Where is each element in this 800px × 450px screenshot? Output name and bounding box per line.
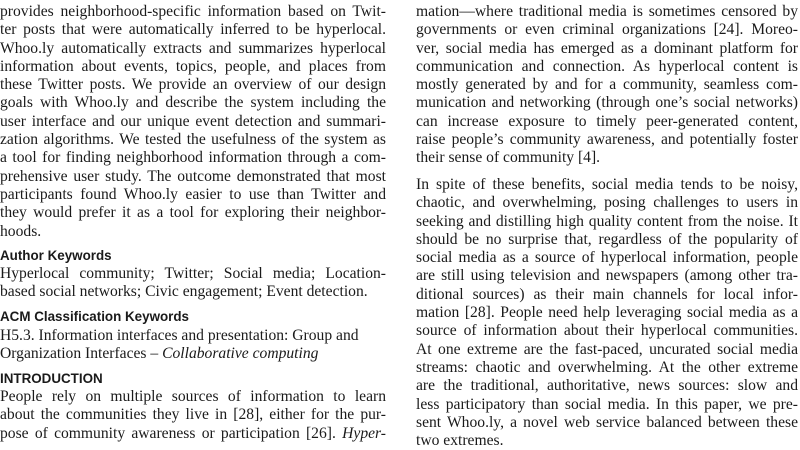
text-line: based social networks; Civic engagement; Event detection. bbox=[0, 283, 368, 301]
text-line: mation—where traditional media is sometimes censored by bbox=[416, 3, 798, 20]
text-line: raise people’s community awareness, and potentially foster bbox=[416, 131, 798, 149]
text-line: chaotic, and overwhelming, posing challenges to users in bbox=[416, 194, 798, 212]
text-line: two extremes. bbox=[416, 432, 504, 450]
text-line: they would prefer it as a tool for exploring their neighbor- bbox=[0, 204, 386, 222]
text-line: ter posts that were automatically inferred to be hyperlocal. bbox=[0, 21, 386, 39]
text-line: social media as a source of hyperlocal information, people bbox=[416, 249, 798, 267]
text-line: can increase exposure to timely peer-generated content, bbox=[416, 112, 798, 130]
author-keywords-heading: Author Keywords bbox=[0, 248, 112, 263]
text-line: should be no surprise that, regardless of the popularity of bbox=[416, 230, 798, 248]
paragraph-social-media-challenges bbox=[416, 176, 798, 450]
text-line: about the communities they live in [28], either for the pur- bbox=[0, 406, 386, 424]
acm-classification-text bbox=[0, 327, 386, 364]
text-line: ditional sources) as their main channels for local infor- bbox=[416, 285, 798, 303]
text-line: seeking and distilling high quality content from the noise. It bbox=[416, 212, 798, 230]
text-line: are still using television and newspapers (among other tra- bbox=[416, 267, 798, 285]
italic-text: Hyper- bbox=[342, 424, 386, 442]
text-line bbox=[0, 425, 386, 443]
text-line: communication and connection. As hyperlocal content is bbox=[416, 57, 798, 75]
text-line: Hyperlocal community; Twitter; Social media; Location- bbox=[0, 265, 386, 282]
introduction-paragraph bbox=[0, 388, 386, 443]
text-line: mostly generated by and for a community, seamless com- bbox=[416, 76, 798, 94]
text-line: their sense of community [4]. bbox=[416, 149, 601, 167]
text-line: At one extreme are the fast-paced, uncurated social media bbox=[416, 340, 798, 358]
text-line: a tool for finding neighborhood information through a com- bbox=[0, 149, 386, 167]
text-line: People rely on multiple sources of information to learn bbox=[0, 388, 386, 405]
author-keywords-text bbox=[0, 265, 386, 302]
text-line: mation [28]. People need help leveraging social media as a bbox=[416, 304, 798, 322]
text-line: participants found Whoo.ly easier to use than Twitter and bbox=[0, 185, 386, 203]
intro-lines bbox=[0, 388, 386, 425]
abstract-paragraph bbox=[0, 3, 386, 241]
text-line: source of information about their hyperlocal communities. bbox=[416, 322, 798, 340]
text-line: these Twitter posts. We provide an overview of our design bbox=[0, 76, 386, 94]
text-line: ver, social media has emerged as a dominant platform for bbox=[416, 39, 798, 57]
text-line: information about events, topics, people, and places from bbox=[0, 57, 386, 75]
text-line: munication and networking (through one’s social networks) bbox=[416, 94, 798, 112]
text-line: less participatory than social media. In this paper, we pre- bbox=[416, 395, 798, 413]
text-line: governments or even criminal organizations [24]. Moreo- bbox=[416, 21, 798, 39]
text-line: H5.3. Information interfaces and presentation: Group and bbox=[0, 327, 359, 344]
text-line: hoods. bbox=[0, 222, 42, 240]
text-line: user interface and our unique event detection and summari- bbox=[0, 112, 386, 130]
text-line: goals with Whoo.ly and describe the system including the bbox=[0, 94, 386, 112]
text-line: In spite of these benefits, social media tends to be noisy, bbox=[416, 176, 798, 193]
italic-text: Collaborative computing bbox=[162, 345, 319, 363]
paragraph-social-media-benefits bbox=[416, 3, 798, 168]
introduction-heading: INTRODUCTION bbox=[0, 371, 103, 386]
text-span: Organization Interfaces – bbox=[0, 345, 163, 363]
text-line: provides neighborhood-specific information based on Twit- bbox=[0, 3, 386, 20]
text-span: pose of community awareness or participation [26]. bbox=[0, 424, 343, 442]
text-line: sent Whoo.ly, a novel web service balanced between these bbox=[416, 413, 798, 431]
text-line: prehensive user study. The outcome demonstrated that most bbox=[0, 167, 386, 185]
acm-classification-heading: ACM Classification Keywords bbox=[0, 309, 189, 324]
text-line bbox=[0, 345, 386, 363]
text-line: are the traditional, authoritative, news sources: slow and bbox=[416, 377, 798, 395]
text-line: zation algorithms. We tested the usefulness of the system as bbox=[0, 131, 386, 149]
text-line: Whoo.ly automatically extracts and summarizes hyperlocal bbox=[0, 39, 386, 57]
text-line: streams: chaotic and overwhelming. At the other extreme bbox=[416, 358, 798, 376]
